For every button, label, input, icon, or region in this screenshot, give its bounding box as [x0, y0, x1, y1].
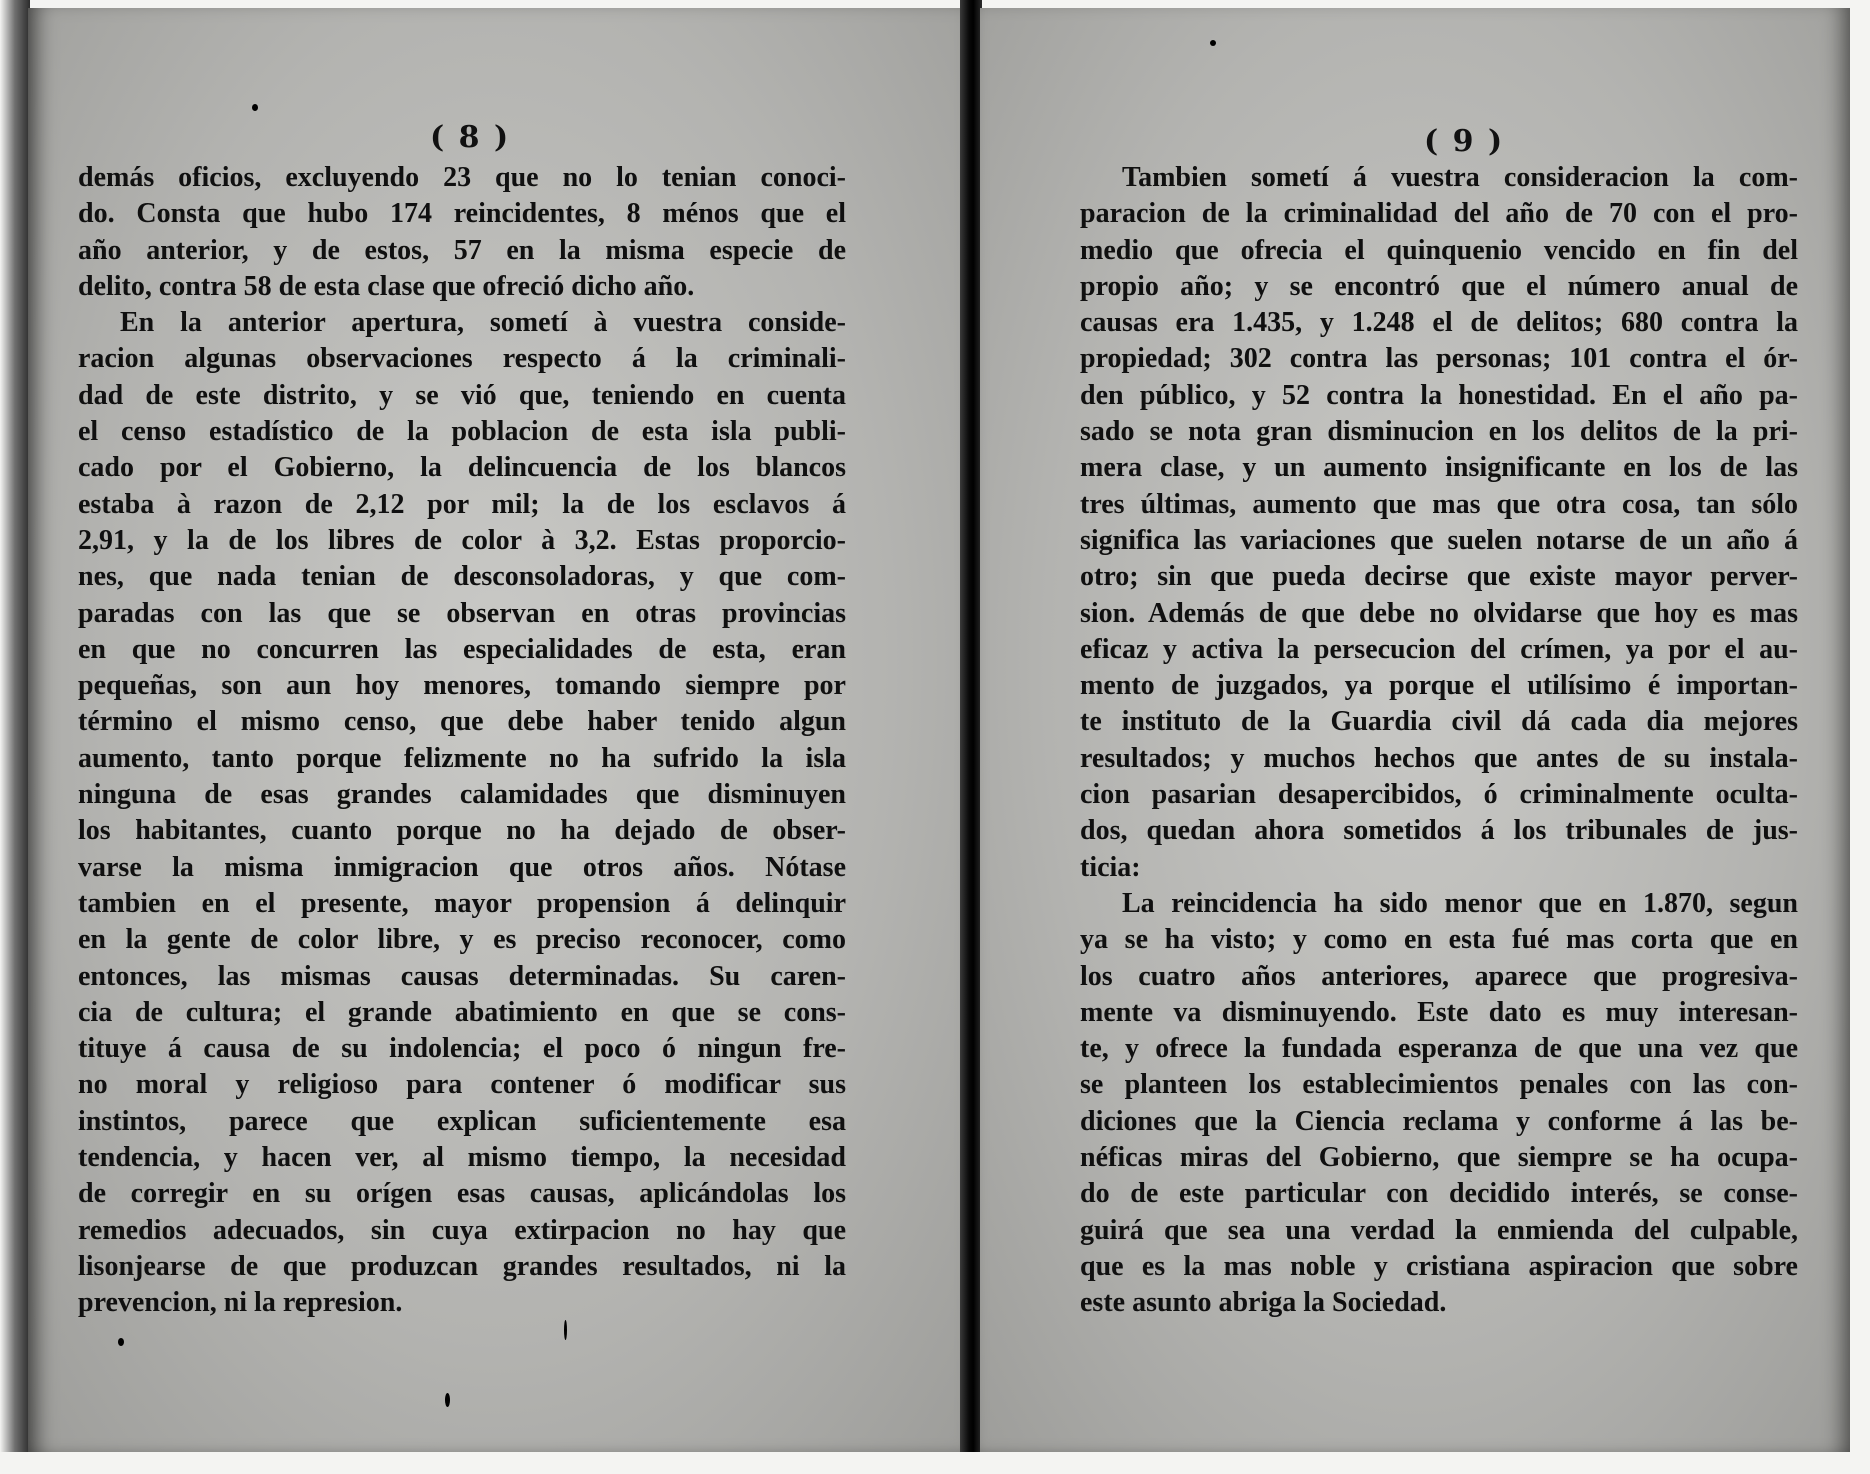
text-line: te, y ofrece la fundada esperanza de que una vez que — [1080, 1033, 1798, 1065]
text-line: el censo estadístico de la poblacion de esta isla publi- — [78, 416, 846, 448]
text-line: néficas miras del Gobierno, que siempre se ha ocupa- — [1080, 1142, 1798, 1174]
text-line: racion algunas observaciones respecto á la criminali- — [78, 343, 846, 375]
text-line: 2,91, y la de los libres de color à 3,2. Estas proporcio- — [78, 524, 846, 556]
text-line: tituye á causa de su indolencia; el poco ó ningun fre- — [78, 1033, 846, 1065]
text-line: mente va disminuyendo. Este dato es muy interesan- — [1080, 996, 1798, 1028]
text-line: entonces, las mismas causas determinadas. Su caren- — [78, 960, 846, 992]
right-page-body-text — [1080, 160, 1798, 1322]
left-page — [28, 8, 964, 1460]
text-line: lisonjearse de que produzcan grandes resultados, ni la — [78, 1250, 846, 1282]
text-line: significa las variaciones que suelen notarse de un año á — [1080, 524, 1798, 556]
ink-speck — [1210, 40, 1216, 46]
text-line: mento de juzgados, ya porque el utilísimo é importan- — [1080, 670, 1798, 702]
text-line: en la gente de color libre, y es preciso reconocer, como — [78, 924, 846, 956]
text-line: en que no concurren las especialidades de esta, eran — [78, 633, 846, 665]
text-line: varse la misma inmigracion que otros años. Nótase — [78, 851, 846, 883]
text-line: no moral y religioso para contener ó modificar sus — [78, 1069, 846, 1101]
text-line: cion pasarian desapercibidos, ó criminalmente oculta- — [1080, 779, 1798, 811]
text-line: nes, que nada tenian de desconsoladoras, y que com- — [78, 561, 846, 593]
text-line: término el mismo censo, que debe haber tenido algun — [78, 706, 846, 738]
text-line: estaba à razon de 2,12 por mil; la de los esclavos á — [78, 488, 846, 520]
text-line: tres últimas, aumento que mas que otra cosa, tan sólo — [1080, 488, 1798, 520]
ink-speck — [252, 104, 258, 111]
text-line: ninguna de esas grandes calamidades que disminuyen — [78, 779, 846, 811]
ink-speck — [118, 1338, 124, 1346]
text-line: cia de cultura; el grande abatimiento en que se cons- — [78, 996, 846, 1028]
text-line: do. Consta que hubo 174 reincidentes, 8 ménos que el — [78, 198, 846, 230]
text-line: mera clase, y un aumento insignificante en los de las — [1080, 452, 1798, 484]
text-line: guirá que sea una verdad la enmienda del culpable, — [1080, 1214, 1798, 1246]
text-line: remedios adecuados, sin cuya extirpacion no hay que — [78, 1214, 846, 1246]
text-line: Tambien sometí á vuestra consideracion la com- — [1122, 162, 1798, 193]
text-line: medio que ofrecia el quinquenio vencido en fin del — [1080, 234, 1798, 266]
text-line: sion. Además de que debe no olvidarse que hoy es mas — [1080, 597, 1798, 629]
text-line: paracion de la criminalidad del año de 70 con el pro- — [1080, 198, 1798, 230]
text-line: diciones que la Ciencia reclama y conforme á las be- — [1080, 1105, 1798, 1137]
text-line: tambien en el presente, mayor propension á delinquir — [78, 887, 846, 919]
text-line: delito, contra 58 de esta clase que ofreció dicho año. — [78, 270, 695, 302]
text-line: aumento, tanto porque felizmente no ha sufrido la isla — [78, 742, 846, 774]
text-line: resultados; y muchos hechos que antes de su instala- — [1080, 742, 1798, 774]
text-line: En la anterior apertura, sometí à vuestra conside- — [120, 307, 846, 339]
text-line: ya se ha visto; y como en esta fué mas corta que en — [1080, 924, 1798, 956]
text-line: tendencia, y hacen ver, al mismo tiempo, la necesidad — [78, 1142, 846, 1174]
text-line: causas era 1.435, y 1.248 el de delitos; 680 contra la — [1080, 307, 1798, 339]
text-line: otro; sin que pueda decirse que existe mayor perver- — [1080, 561, 1798, 593]
text-line: La reincidencia ha sido menor que en 1.870, segun — [1122, 887, 1798, 919]
text-line: pequeñas, son aun hoy menores, tomando siempre por — [78, 670, 846, 702]
text-line: año anterior, y de estos, 57 en la misma especie de — [78, 234, 846, 266]
right-page — [980, 8, 1850, 1460]
text-line: paradas con las que se observan en otras provincias — [78, 597, 846, 629]
text-line: que es la mas noble y cristiana aspiracion que sobre — [1080, 1250, 1798, 1282]
text-line: cado por el Gobierno, la delincuencia de los blancos — [78, 452, 846, 484]
text-line: sado se nota gran disminucion en los delitos de la pri- — [1080, 416, 1798, 448]
page-number-left: ( 8 ) — [430, 120, 511, 155]
left-page-body-text — [78, 160, 846, 1322]
text-line: propio año; y se encontró que el número anual de — [1080, 270, 1798, 302]
text-line: ticia: — [1080, 851, 1141, 883]
ink-speck — [445, 1393, 450, 1407]
page-number-right: ( 9 ) — [1424, 124, 1505, 159]
text-line: dad de este distrito, y se vió que, teniendo en cuenta — [78, 379, 846, 411]
text-line: eficaz y activa la persecucion del crímen, ya por el au- — [1080, 633, 1798, 665]
text-line: propiedad; 302 contra las personas; 101 contra el ór- — [1080, 343, 1798, 375]
book-left-edge-shadow — [0, 0, 30, 1474]
text-line: los cuatro años anteriores, aparece que progresiva- — [1080, 960, 1798, 992]
text-line: los habitantes, cuanto porque no ha dejado de obser- — [78, 815, 846, 847]
ink-speck — [564, 1320, 567, 1340]
text-line: te instituto de la Guardia civil dá cada dia mejores — [1080, 706, 1798, 738]
text-line: se planteen los establecimientos penales con las con- — [1080, 1069, 1798, 1101]
book-gutter — [960, 0, 982, 1474]
text-line: den público, y 52 contra la honestidad. En el año pa- — [1080, 379, 1798, 411]
text-line: prevencion, ni la represion. — [78, 1287, 403, 1319]
scan-bottom-margin — [0, 1452, 1870, 1474]
text-line: este asunto abriga la Sociedad. — [1080, 1287, 1447, 1319]
text-line: do de este particular con decidido interés, se conse- — [1080, 1178, 1798, 1210]
text-line: de corregir en su orígen esas causas, aplicándolas los — [78, 1178, 846, 1210]
text-line: demás oficios, excluyendo 23 que no lo tenian conoci- — [78, 162, 846, 193]
text-line: dos, quedan ahora sometidos á los tribunales de jus- — [1080, 815, 1798, 847]
text-line: instintos, parece que explican suficientemente esa — [78, 1105, 846, 1137]
